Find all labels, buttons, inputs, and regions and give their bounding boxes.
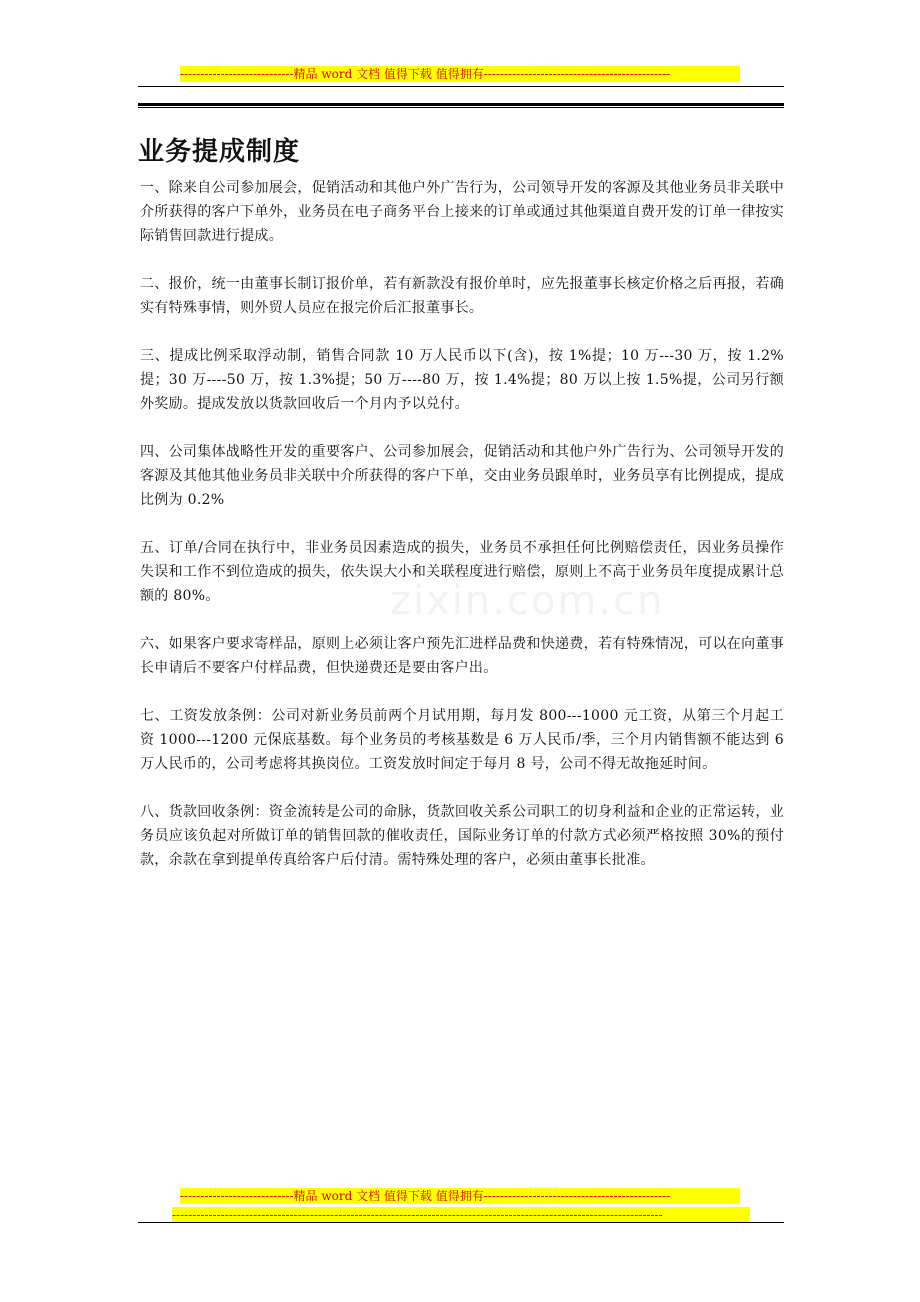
paragraph-strategic-clients: 四、公司集体战略性开发的重要客户、公司参加展会，促销活动和其他户外广告行为、公司领导开发的客源及其他其他业务员非关联中介所获得的客户下单，交由业务员跟单时，业务员享有比例提成，提成比例为 0.2% [140,444,784,508]
paragraph-payment-collection: 八、货款回收条例：资金流转是公司的命脉，货款回收关系公司职工的切身利益和企业的正常运转，业务员应该负起对所做订单的销售回款的催收责任，国际业务订单的付款方式必须严格按照 30%的预付款，余款在拿到提单传真给客户后付清。需特殊处理的客户，必须由董事长批准。 [140,804,784,868]
paragraph-samples: 六、如果客户要求寄样品，原则上必须让客户预先汇进样品费和快递费，若有特殊情况，可以在向董事长申请后不要客户付样品费，但快递费还是要由客户出。 [140,636,784,676]
header-rule-thin [138,86,784,87]
paragraph-commission-rates: 三、提成比例采取浮动制，销售合同款 10 万人民币以下(含)，按 1%提；10 万---30 万，按 1.2%提；30 万----50 万，按 1.3%提；50 万----80 万，按 1.4%提；80 万以上按 1.5%提，公司另行额外奖励。提成发放以货款回收后一个月内予以兑付。 [140,348,784,412]
footer-banner: ----------------------------精品 word 文档 值得下载 值得拥有---------------------------------------------- [180,1188,740,1204]
document-body [140,176,784,896]
header-rule-bottom [138,107,784,108]
paragraph-quotation: 二、报价，统一由董事长制订报价单，若有新款没有报价单时，应先报董事长核定价格之后再报，若确实有特殊事情，则外贸人员应在报完价后汇报董事长。 [140,276,784,316]
footer-dashes: ------------------------------------------------------------------------------------------------------------------------- [172,1207,750,1223]
paragraph-salary: 七、工资发放条例：公司对新业务员前两个月试用期，每月发 800---1000 元工资，从第三个月起工资 1000---1200 元保底基数。每个业务员的考核基数是 6 万人民币/季，三个月内销售额不能达到 6 万人民币的，公司考虑将其换岗位。工资发放时间定于每月 8 号，公司不得无故拖延时间。 [140,708,784,772]
paragraph-commission-scope: 一、除来自公司参加展会，促销活动和其他户外广告行为，公司领导开发的客源及其他业务员非关联中介所获得的客户下单外，业务员在电子商务平台上接来的订单或通过其他渠道自费开发的订单一律按实际销售回款进行提成。 [140,180,784,244]
header-banner: ----------------------------精品 word 文档 值得下载 值得拥有---------------------------------------------- [180,66,740,82]
document-title: 业务提成制度 [138,137,301,167]
footer-rule [138,1222,784,1223]
header-rule-thick [138,103,784,106]
paragraph-order-losses: 五、订单/合同在执行中，非业务员因素造成的损失，业务员不承担任何比例赔偿责任，因业务员操作失误和工作不到位造成的损失，依失误大小和关联程度进行赔偿，原则上不高于业务员年度提成累计总额的 80%。 [140,540,784,604]
watermark: zixin.com.cn [390,578,665,624]
